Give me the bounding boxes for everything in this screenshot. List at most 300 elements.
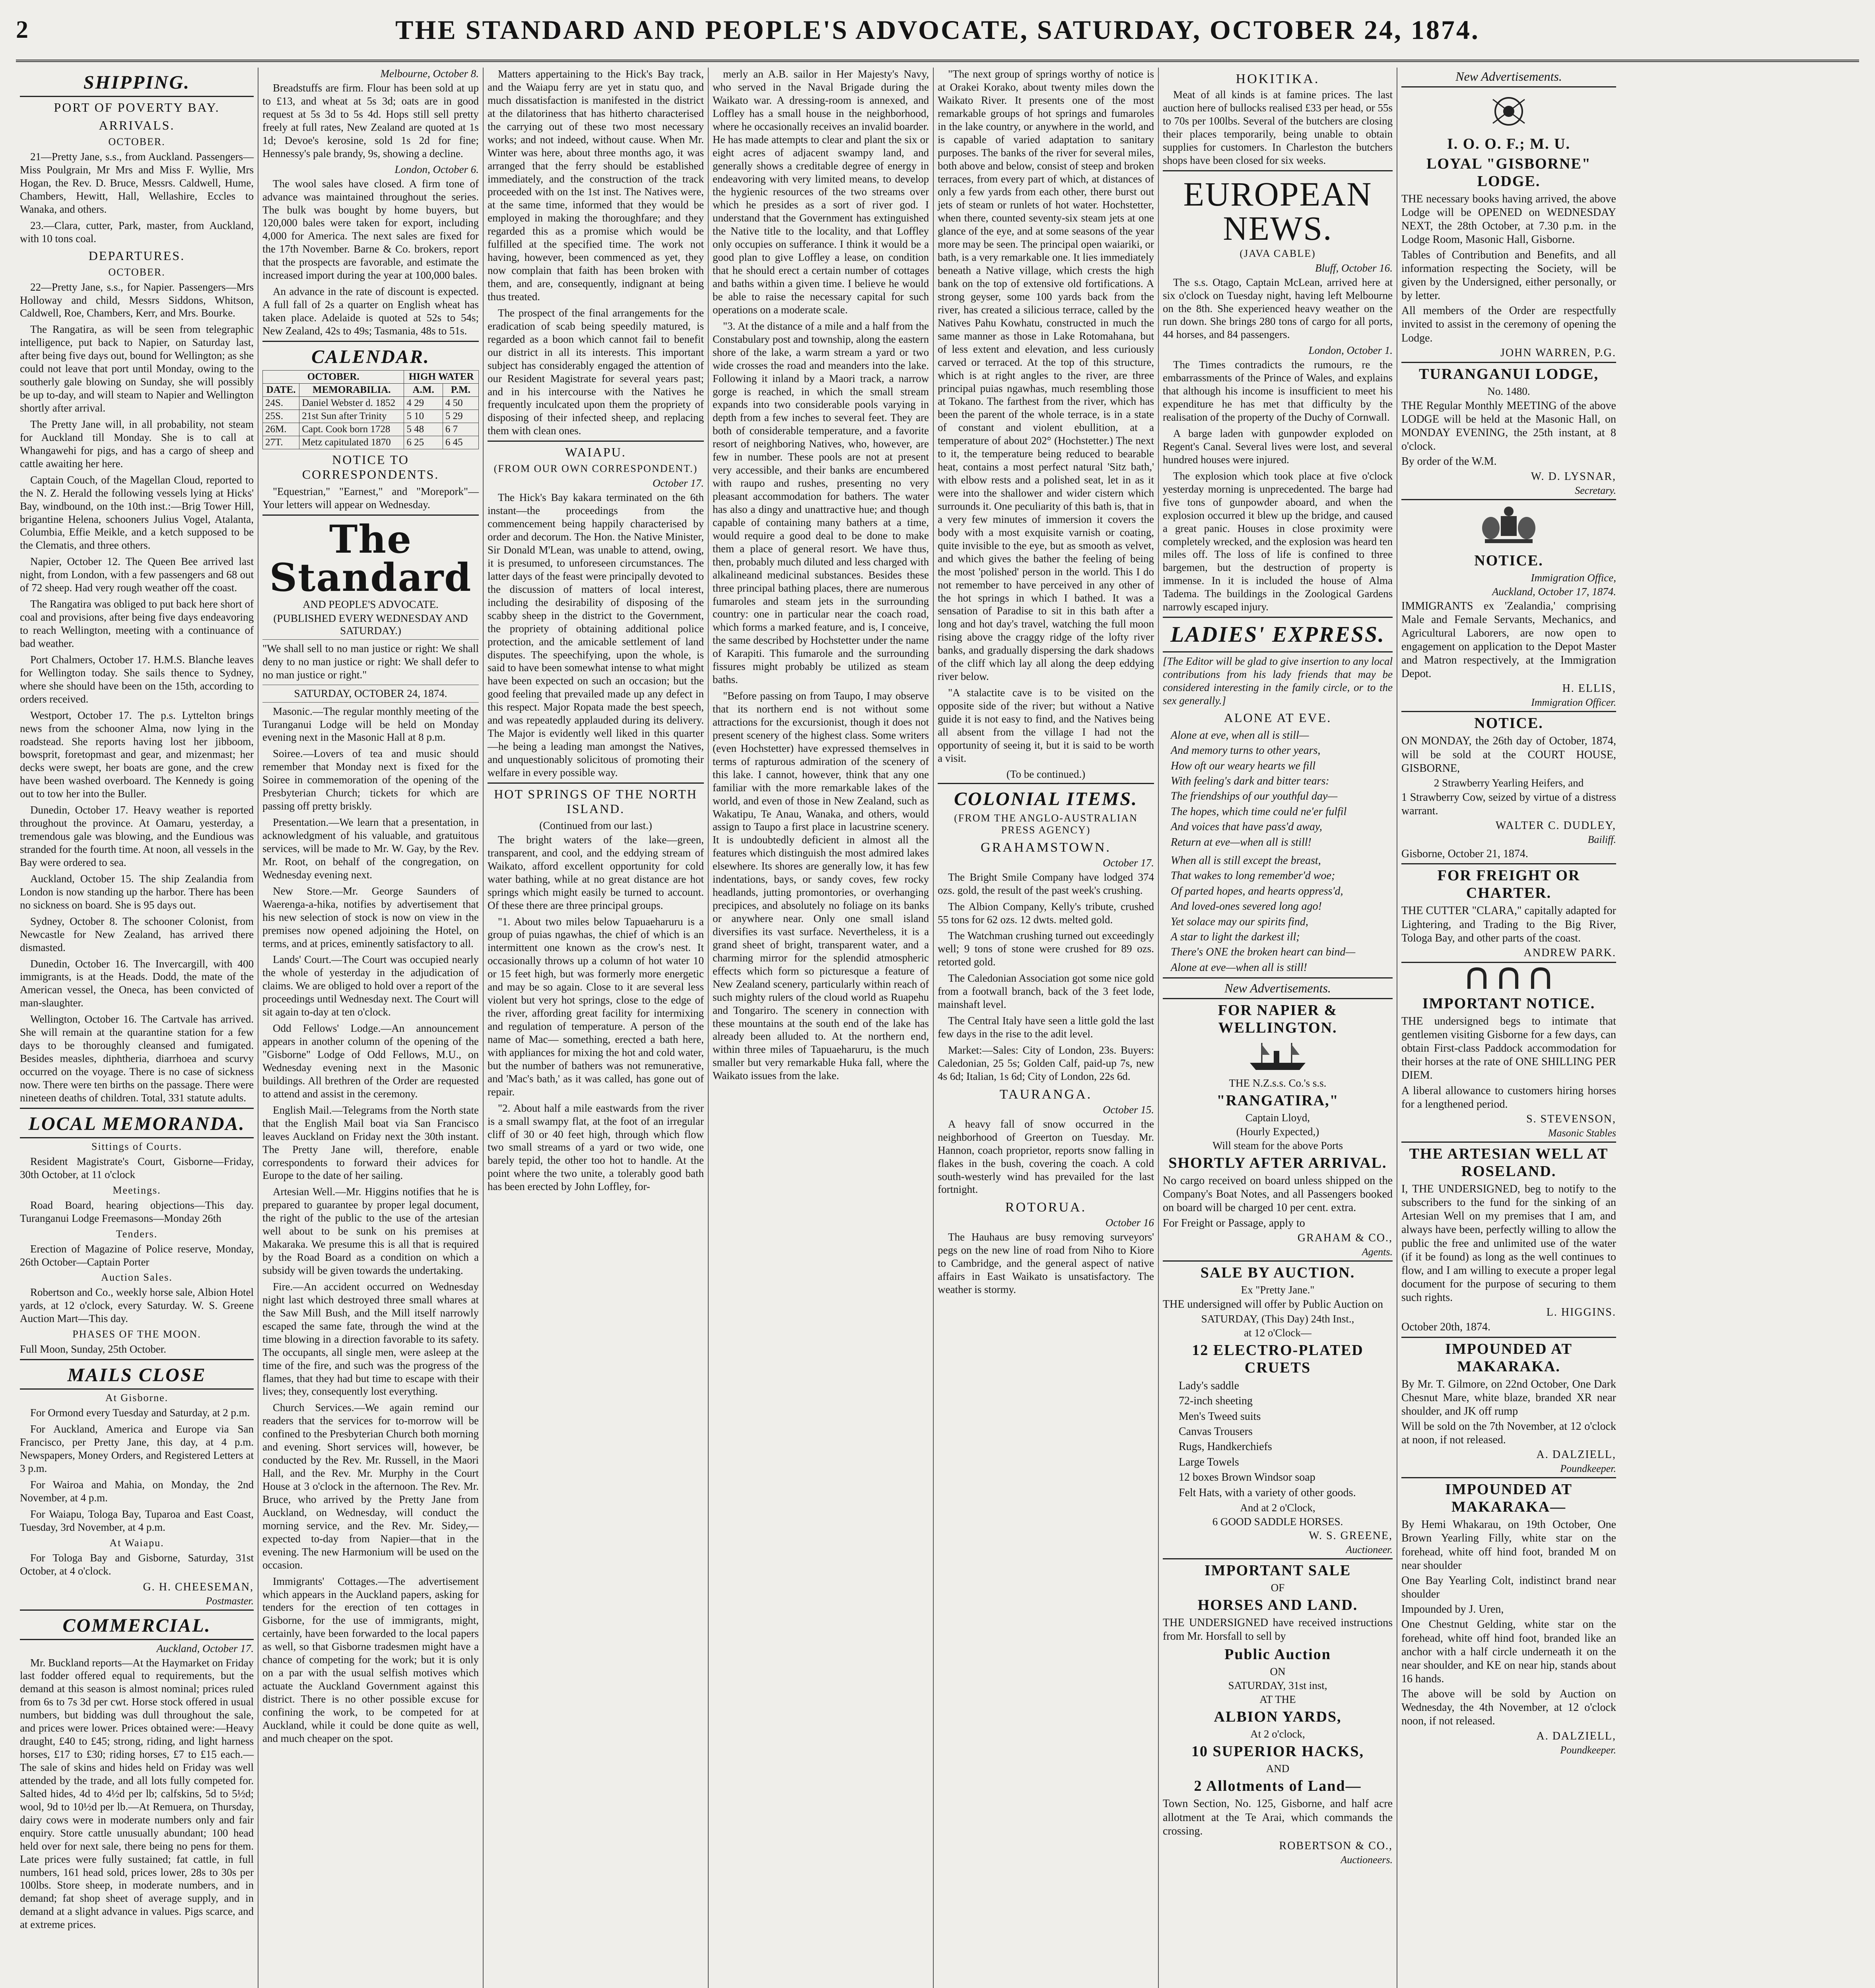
paragraph: Westport, October 17. The p.s. Lyttelton brings news from the schooner Alma, now lying in the roadstead. She reports having lost her jibboom, bowsprit, foretopmast and gear, and mizenmast; her decks were swept, her boats are gone, and the crew have been washed overboard. The Kennedy is going out to tow her into the Buller. — [20, 709, 254, 800]
ad-heading: FOR NAPIER & WELLINGTON. — [1218, 1002, 1338, 1037]
continued-note: (Continued from our last.) — [539, 819, 652, 831]
divider — [1401, 362, 1616, 363]
list-item: 72-inch sheeting — [1179, 1395, 1253, 1408]
ad-text: 2 Allotments of Land— — [1194, 1778, 1362, 1795]
ad-text: Will be sold on the 7th November, at 12 o'clock at noon, if not released. — [1401, 1420, 1616, 1446]
newspaper-logo: The Standard — [269, 516, 472, 600]
subheading: At Gisborne. — [105, 1392, 169, 1404]
signature: JOHN WARREN, P.G. — [1500, 346, 1616, 359]
logo-subtitle: AND PEOPLE'S ADVOCATE. — [303, 598, 439, 610]
paragraph: For Ormond every Tuesday and Saturday, at 2 p.m. — [30, 1407, 250, 1419]
java-cable-note: (JAVA CABLE) — [1240, 247, 1316, 259]
signature: W. D. LYSNAR, — [1531, 470, 1616, 483]
logo-publication: (PUBLISHED EVERY WEDNESDAY AND SATURDAY.) — [273, 612, 468, 637]
signature-title: Poundkeeper. — [1560, 1744, 1616, 1756]
divider — [1401, 1337, 1616, 1338]
paragraph: Robertson and Co., weekly horse sale, Albion Hotel yards, at 12 o'clock, every Saturday. W. S. Greene Auction Mart—This day. — [20, 1286, 254, 1325]
paragraph: The Caledonian Association got some nice gold from a footwall branch, back of the 3 feet lode, mainshaft level. — [938, 972, 1154, 1011]
paragraph: "3. At the distance of a mile and a half from the Constabulary post and township, along the eastern shore of the lake, a warm stream a yard or two wide crosses the road and meanders into the lake. Following it inland by a Maori track, a narrow gorge is reached, in which the small stream expands into two considerable pools varying in depth from a few inches to several feet. They are both of considerable temperature, and a favorite resort of neighboring Natives, who, however, are few in number. These pools are not at present very accessible, and their banks are encumbered with raupo and rushes, presenting no very pleasant accommodation for bathers. The water has also a dingy and unattractive hue; and though capable of containing many bathers at a time, would require a good deal to be done to make them a place of general resort. We have thus, then, probably much diluted and less charged with alkalineand medicinal substances. Besides these three principal bathing places, there are numerous fumaroles and steam jets in the surrounding country: one in particular near the coach road, which forms a marked feature, and is, I conceive, the same described by Hochstetter under the name of Karapiti. This fumarole and the surrounding fissures might probably be utilized as steam baths. — [713, 320, 929, 686]
poem-line: Of parted hopes, and hearts oppress'd, — [1171, 885, 1343, 897]
divider — [262, 702, 479, 703]
editor-note: [The Editor will be glad to give insertion to any local contributions from his lady friends that may be considered interesting in the family circle, or to the sex generally.] — [1163, 655, 1393, 707]
paragraph: Lands' Court.—The Court was occupied nearly the whole of yesterday in the adjudication of claims. We are obliged to hold over a report of the proceedings until Wednesday next. The Court will sit again to-day at ten o'clock. — [262, 953, 479, 1018]
horseshoe-icon — [1457, 967, 1560, 991]
signature-title: Secretary. — [1575, 484, 1616, 496]
ad-heading: LOYAL "GISBORNE" LODGE. — [1426, 155, 1591, 190]
dateline: London, October 1. — [1308, 344, 1393, 357]
ad-text: THE necessary books having arrived, the above Lodge will be OPENED on WEDNESDAY NEXT, the 28th October, at 7.30 p.m. in the Lodge Room, Masonic Hall, Gisborne. — [1401, 193, 1616, 246]
ad-text: IMMIGRANTS ex 'Zealandia,' comprising Male and Female Servants, Mechanics, and Agricultural Laborers, are now open to engagement on application to the Depot Master and Matron respectively, at the Immigration Depot. — [1401, 600, 1616, 680]
signature-title: Auctioneer. — [1346, 1544, 1393, 1556]
ad-text: 1 Strawberry Cow, seized by virtue of a distress warrant. — [1401, 791, 1616, 817]
paragraph: New Store.—Mr. George Saunders of Waerenga-a-hika, notifies by advertisement that his new selection of stock is now on view in the premises now opened adjoining the Hotel, on terms, and at prices, eminently satisfactory to all. — [262, 885, 479, 949]
paragraph: Matters appertaining to the Hick's Bay track, and the Waiapu ferry are yet in statu quo, and much dissatisfaction is manifested in the district at the dilatoriness that has hitherto characterised the carrying out of these two most necessary works; and not indeed, without cause. When Mr. Winter was here, about three months ago, it was arranged that the ferry should be established immediately, and the construction of the track proceeded with on the 1st inst. The Natives were, at the same time, informed that they would be employed in making the thoroughfare; and they regarded this as a promise which would be fulfilled at the specified time. The work not having, however, been commenced as yet, they now complain that faith has been broken with them, and are, consequently, indignant at being thus treated. — [488, 68, 704, 303]
paragraph: "Equestrian," "Earnest," and "Morepork"—Your letters will appear on Wednesday. — [262, 485, 479, 511]
paragraph: merly an A.B. sailor in Her Majesty's Navy, who served in the Naval Brigade during the Waikato war. A dressing-room is annexed, and Loffley has a small house in the neighborhood, where he occasionally receives an invalid boarder. He has made attempts to clear and plant the six or eight acres of adjacent swampy land, and generally shows a creditable degree of energy in endeavoring with very limited means, to develop the hygienic resources of the two streams over which he presides as a sort of river god. I understand that the Government has extinguished the Native title to the locality, and that Loffley only occupies on sufferance. I think it would be a good plan to give Loffley a lease, on condition that he should erect a certain number of cottages and baths within a given time. I believe he would be able to raise the necessary capital for such operations on a moderate scale. — [713, 68, 929, 316]
october-label: OCTOBER. — [108, 136, 165, 148]
ad-text: AND — [1266, 1763, 1290, 1775]
ad-text: THE undersigned begs to intimate that gentlemen visiting Gisborne for a few days, can obtain First-class Paddock accommodation for their horses at the rate of ONE SHILLING PER DIEM. — [1401, 1015, 1616, 1082]
ad-text: One Bay Yearling Colt, indistinct brand near shoulder — [1401, 1574, 1616, 1601]
paragraph: 21—Pretty Jane, s.s., from Auckland. Passengers—Miss Poulgrain, Mr Mrs and Miss F. Wyllie, Mrs Hogan, the Rev. D. Bruce, Messrs. Caldwell, Hume, Chambers, Hewitt, Hall, Wellashire, Eccles to Wanaka, and others. — [20, 151, 254, 215]
poem-line: And loved-ones severed long ago! — [1171, 900, 1322, 913]
ad-text: SHORTLY AFTER ARRIVAL. — [1168, 1155, 1387, 1172]
ad-heading: NOTICE. — [1474, 715, 1543, 732]
paragraph: A heavy fall of snow occurred in the neighborhood of Greerton on Tuesday. Mr. Hannon, coach proprietor, reports snow falling in flakes in the bush, covering the coach. A cold south-westerly wind has prevailed for the last fortnight. — [938, 1118, 1154, 1196]
divider — [1401, 1477, 1616, 1478]
place-heading: TAURANGA. — [999, 1087, 1092, 1102]
paragraph: Odd Fellows' Lodge.—An announcement appears in another column of the opening of the "Gisborne" Lodge of Odd Fellows, M.U., on Wednesday evening next in the Masonic buildings. All brethren of the Order are requested to attend and assist in the ceremony. — [262, 1022, 479, 1100]
paragraph: For Tologa Bay and Gisborne, Saturday, 31st October, at 4 o'clock. — [20, 1551, 254, 1577]
ad-heading: THE ARTESIAN WELL AT ROSELAND. — [1409, 1145, 1609, 1180]
paragraph: English Mail.—Telegrams from the North state that the English Mail boat via San Francisco leaves Auckland on Friday next the 30th instant. The Pretty Jane will, therefore, enable correspondents to forward their advices for Europe to the date of her sailing. — [262, 1104, 479, 1182]
departures-heading: DEPARTURES. — [88, 248, 185, 263]
ad-text: I, THE UNDERSIGNED, beg to notify to the subscribers to the fund for the sinking of an Artesian Well on my premises that I am, and always have been, perfectly willing to allow the public the free and unlimited use of the water (if it be found) as long as the well continues to flow, and I am willing to execute a proper legal document for the purpose of securing to them such rights. — [1401, 1182, 1616, 1304]
table-row — [263, 410, 479, 423]
dateline: Auckland, October 17, 1874. — [1492, 585, 1616, 598]
paragraph: Market:—Sales: City of London, 23s. Buyers: Caledonian, 25 5s; Golden Calf, paid-up 7s, new 4s 6d; Italian, 1s 6d; City of London, 22s 6d. — [938, 1044, 1154, 1082]
signature-title: Bailiff. — [1587, 834, 1616, 846]
paragraph: Port Chalmers, October 17. H.M.S. Blanche leaves for Wellington today. She sails thence to Sydney, where she should have been on the 15th, according to orders received. — [20, 653, 254, 705]
paragraph: "The next group of springs worthy of notice is at Orakei Korako, about twenty miles down the Waikato River. It presents one of the most remarkable groups of hot springs and fumaroles in the lake country, or anywhere in the world, and is capable of varied adaptation to sanitary purposes. The banks of the river for several miles, both above and below, consist of steep and broken terraces, from every part of which, at distances of only a few yards from each other, there burst out jets of steam or runlets of hot water. Hochstetter, when there, counted seventy-six steam jets at one glance of the eye, and at some seasons of the year more may be seen. The principal open waiariki, or bath, is a very remarkable one. It lies immediately beneath a Native village, which crests the high bank on the top of extensive old fortifications. A strong geyser, some 100 yards back from the river, has created a silicious terrace, called by the Natives Pahu Kowhatu, constructed in much the same manner as those in Lake Rotomahana, but of less extent and elevation, and less curiously carved or terraced. At the top of this structure, which is at right angles to the river, are three principal puias ngawhas, much resembling those at Tokano. The farthest from the river, which has been the parent of the whole terrace, is in a state of constant and violent ebullition, at a temperature of about 202° (Hochstetter.) The next to it, the temperature being reduced to bearable heat, contains a most perfect natural 'Sitz bath,' with elbow rests and a polished seat, let in as it were into the shallower and wider cistern which surrounds it. One peculiarity of this bath is, that in a very few minutes of immersion it covers the body with a most exquisite varnish or coating, quite invisible to the eye, but as smooth as velvet, and which gives the bather the feeling of being the most 'polished' person in the world. This I do not remember to have perceived in any other of the hot springs in which I bathed. It was a sensation of Paradise to sit in this bath after a long and hot day's travel, watching the full moon rising above the craggy ridge of the lofty river banks, and gradually dispersing the dark shadows of the cliff which lay all along the deep eddying river below. — [938, 68, 1154, 683]
ad-text: 2 Strawberry Yearling Heifers, and — [1434, 777, 1584, 789]
dateline: Bluff, October 16. — [1315, 262, 1393, 274]
table-row — [263, 436, 479, 449]
ad-text: SATURDAY, 31st inst, — [1228, 1679, 1327, 1692]
divider — [1401, 86, 1616, 87]
dateline: October 15. — [1103, 1103, 1154, 1116]
table-cell: 4 29 — [404, 396, 443, 410]
column-5 — [934, 68, 1159, 1988]
paragraph: Resident Magistrate's Court, Gisborne—Friday, 30th October, at 11 o'clock — [20, 1155, 254, 1180]
ad-heading: IMPORTANT SALE — [1204, 1562, 1351, 1579]
october-label: OCTOBER. — [108, 266, 165, 278]
notice-heading: NOTICE TO CORRESPONDENTS. — [302, 452, 439, 481]
table-cell: Metz capitulated 1870 — [299, 436, 404, 449]
ad-text: THE Regular Monthly MEETING of the above LODGE will be held at the Masonic Hall, on MONDAY EVENING, the 25th instant, at 8 o'clock. — [1401, 399, 1616, 453]
paragraph: The Rangatira, as will be seen from telegraphic intelligence, put back to Napier, on Saturday last, after being five days out, bound for Wellington; as she could not leave that port until Monday, owing to the southerly gale blowing on Sunday, she will possibly be up to-day, and will steam to Napier and Wellington shortly after arrival. — [20, 323, 254, 414]
dateline: October 17. — [653, 477, 704, 489]
ship-name: "RANGATIRA," — [1216, 1092, 1339, 1109]
ad-text: The above will be sold by Auction on Wednesday, the 4th November, at 12 o'clock noon, if not released. — [1401, 1688, 1616, 1728]
memorabilia-header: MEMORABILIA. — [299, 383, 404, 396]
ad-text: Impounded by J. Uren, — [1401, 1603, 1504, 1616]
paragraph: "1. About two miles below Tapuaeharuru is a group of puias ngawhas, the chief of which is an intermittent one known as the crow's nest. It occasionally throws up a column of hot water 10 or 15 feet high, but was formerly more energetic and may be so again. Close to it are several less violent but very hot springs, close to the edge of the river, affording great facility for intermixing and regulation of temperature. A person of the name of Mac— something, erected a bath here, with appliances for mixing the hot and cold water, but the number of bathers was not remunerative, and 'Mac's bath,' as it was called, has gone out of repair. — [488, 915, 704, 1098]
ad-text: At 2 o'clock, — [1250, 1728, 1305, 1740]
place-heading: HOKITIKA. — [1236, 72, 1320, 86]
signature-title: Masonic Stables — [1548, 1127, 1616, 1139]
divider — [20, 1108, 254, 1109]
paragraph: The Central Italy have seen a little gold the last few days in the rise to the adit level. — [938, 1015, 1154, 1040]
table-cell: 24S. — [263, 396, 299, 410]
signature-title: Immigration Officer. — [1531, 697, 1616, 709]
list-item: Large Towels — [1179, 1456, 1239, 1468]
ad-text: at 12 o'Clock— — [1244, 1326, 1312, 1339]
high-water-header: HIGH WATER — [404, 370, 479, 383]
section-heading-mails: MAILS CLOSE — [67, 1365, 206, 1386]
signature-title: Agents. — [1362, 1246, 1393, 1258]
poem-line: There's ONE the broken heart can bind— — [1171, 946, 1356, 959]
poem-title: ALONE AT EVE. — [1224, 710, 1332, 725]
paragraph: Sydney, October 8. The schooner Colonist, from Newcastle for New Zealand, has arrived there dismasted. — [20, 915, 254, 953]
list-item: Lady's saddle — [1179, 1379, 1240, 1392]
ad-text: No cargo received on board unless shipped on the Company's Boat Notes, and all Passengers booked on board will be charged 10 per cent. extra. — [1163, 1175, 1393, 1214]
paragraph: Full Moon, Sunday, 25th October. — [20, 1343, 166, 1355]
paragraph: The prospect of the final arrangements for the eradication of scab being speedily matured, is regarded as a boon which cannot fail to benefit our district in all its interests. This important subject has considerably engaged the attention of our Resident Magistrate for several years past; and in his intercourse with the Natives he frequently inculcated upon them the propriety of disposing of their infected sheep, and replacing them with clean ones. — [488, 307, 704, 437]
table-cell: Capt. Cook born 1728 — [299, 423, 404, 436]
divider — [1163, 998, 1393, 999]
newspaper-title: THE STANDARD AND PEOPLE'S ADVOCATE, SATURDAY, OCTOBER 24, 1874. — [395, 14, 1480, 45]
table-cell: 5 48 — [404, 423, 443, 436]
table-cell: 6 7 — [443, 423, 478, 436]
paragraph: Immigrants' Cottages.—The advertisement which appears in the Auckland papers, asking for tenders for the erection of ten cottages in Gisborne, for the use of immigrants, might, certainly, have been forwarded to the local papers as well, so that Gisborne tradesmen might have a chance of competing for the work; but it is only on a par with the usual selfish motives which actuate the Auckland Government against this district. There is no other possible excuse for confining the work, to be competed for at Auckland, while it could be done quite as well, and much cheaper on the spot. — [262, 1575, 479, 1744]
section-heading-commercial: COMMERCIAL. — [62, 1615, 211, 1636]
poem-line: Return at eve—when all is still! — [1171, 836, 1312, 848]
masthead — [16, 0, 1859, 62]
column-3 — [484, 68, 709, 1988]
paragraph: Meat of all kinds is at famine prices. The last auction here of bullocks realised £33 per head, or 55s to 70s per 100lbs. Several of the butchers are closing their places temporarily, being unable to obtain supplies for customers. In Charleston the butchers shops have been closed for six weeks. — [1163, 89, 1393, 166]
ad-text: Captain Lloyd, — [1245, 1112, 1310, 1124]
motto: "We shall sell to no man justice or right: We shall deny to no man justice or right: We shall defer to no man justice or right." — [262, 642, 479, 681]
arrivals-heading: ARRIVALS. — [99, 118, 175, 132]
ad-text: 10 SUPERIOR HACKS, — [1191, 1743, 1364, 1760]
poem-line: Yet solace may our spirits find, — [1171, 915, 1308, 928]
divider — [1163, 1260, 1393, 1262]
signature-title: Poundkeeper. — [1560, 1463, 1616, 1475]
ad-text: All members of the Order are respectfully invited to assist in the ceremony of opening the Lodge. — [1401, 305, 1616, 344]
issue-date: SATURDAY, OCTOBER 24, 1874. — [294, 687, 447, 699]
divider — [20, 1609, 254, 1611]
divider — [262, 639, 479, 640]
odd-fellows-emblem-icon — [1485, 91, 1533, 131]
divider — [20, 1137, 254, 1138]
paragraph: Erection of Magazine of Police reserve, Monday, 26th October—Captain Porter — [20, 1242, 254, 1268]
new-advertisements-label: New Advertisements. — [1455, 69, 1562, 83]
divider — [1163, 170, 1393, 171]
poem-line: How oft our weary hearts we fill — [1171, 759, 1315, 772]
dateline: London, October 6. — [394, 163, 479, 175]
paragraph: Breadstuffs are firm. Flour has been sold at up to £13, and wheat at 5s 3d; oats are in good request at 5s 3d to 5s 4d. Hops still sell pretty freely at full rates, New Zealand are quoted at 1s 1d; Devoe's kerosine, sold 1s 2d for fine; Hennessy's pale brandy, 9s, showing a decline. — [262, 82, 479, 159]
poem-line: With feeling's dark and bitter tears: — [1171, 775, 1329, 788]
ad-text: Gisborne, October 21, 1874. — [1401, 848, 1528, 860]
paragraph: The Hauhaus are busy removing surveyors' pegs on the new line of road from Niho to Kiore to Cambridge, and the general aspect of native affairs in East Waikato is unsatisfactory. The weather is stormy. — [938, 1231, 1154, 1296]
ad-text: One Chestnut Gelding, white star on the forehead, white off hind foot, branded like an anchor with a half circle underneath it on the near shoulder, and KE on near hip, stands about 16 hands. — [1401, 1618, 1616, 1685]
ad-text: Public Auction — [1224, 1646, 1331, 1663]
ad-text: October 20th, 1874. — [1401, 1321, 1490, 1334]
divider — [488, 441, 704, 442]
paragraph: The Bright Smile Company have lodged 374 ozs. gold, the result of the past week's crushing. — [938, 871, 1154, 896]
divider — [1163, 1558, 1393, 1559]
ad-text: Town Section, No. 125, Gisborne, and half acre allotment at the Te Arai, which commands the crossing. — [1163, 1798, 1393, 1837]
paragraph: The Pretty Jane will, in all probability, not steam for Auckland till Monday. She is to call at Whangawehi for pigs, and has a cargo of sheep and cattle awaiting her here. — [20, 418, 254, 470]
dateline: October 17. — [1103, 856, 1154, 869]
poem-line: That wakes to long remember'd woe; — [1171, 870, 1335, 882]
signature: A. DALZIELL, — [1536, 1448, 1616, 1461]
ad-text: SATURDAY, (This Day) 24th Inst., — [1201, 1312, 1354, 1325]
steamship-icon — [1246, 1039, 1310, 1075]
table-cell: 6 45 — [443, 436, 478, 449]
ad-heading: TURANGANUI LODGE, — [1418, 365, 1599, 382]
paragraph: The Hick's Bay kakara terminated on the 6th instant—the proceedings from the commencement being happily characterised by order and decorum. The Hon. the Native Minister, Sir Donald M'Lean, was unable to attend, owing, it is presumed, to unforeseen circumstances. The latter days of the feast were principally devoted to the discussion of matters of local interest, including the desirability of disposing of the scabby sheep in the district to the Government, the propriety of obtaining additional police protection, and the amicable settlement of land disputes. The speechifying, upon the whole, is said to have been somewhat intense to what might have been expected on such an occasion; but the good feeling that prevailed made up any defect in this respect. Major Ropata made the best speech, and was repeatedly applauded during its delivery. The Major is evidently well liked in this quarter—he being a leading man amongst the Natives, and unquestionably solicitous of promoting their welfare in every possible way. — [488, 491, 704, 779]
signature: L. HIGGINS. — [1546, 1306, 1616, 1319]
ladies-express-heading: LADIES' EXPRESS. — [1170, 622, 1385, 647]
table-cell: 25S. — [263, 410, 299, 423]
subheading: Auction Sales. — [101, 1272, 173, 1283]
divider — [1401, 499, 1616, 500]
ad-text: By order of the W.M. — [1401, 455, 1497, 468]
ad-heading: HORSES AND LAND. — [1197, 1597, 1358, 1614]
poem-line: And memory turns to other years, — [1171, 744, 1321, 757]
ad-text: By Hemi Whakarau, on 19th October, One Brown Yearling Filly, white star on the forehead, white off hind foot, branded M on near shoulder — [1401, 1518, 1616, 1572]
ad-text: THE CUTTER "CLARA," capitally adapted for Lightering, and Trading to the Big River, Tologa Bay, and other parts of the coast. — [1401, 905, 1616, 944]
place-line: Immigration Office, — [1531, 571, 1616, 584]
signature: W. S. GREENE, — [1309, 1530, 1393, 1542]
waiapu-heading: WAIAPU. — [565, 445, 626, 460]
divider — [938, 783, 1154, 784]
signature: WALTER C. DUDLEY, — [1495, 819, 1616, 832]
ad-text: 12 ELECTRO-PLATED CRUETS — [1192, 1342, 1364, 1376]
poem-line: And voices that have pass'd away, — [1171, 821, 1322, 833]
paragraph: Road Board, hearing objections—This day. Turanganui Lodge Freemasons—Monday 26th — [20, 1199, 254, 1224]
signature-title: Postmaster. — [206, 1595, 254, 1607]
calendar-table — [262, 370, 479, 449]
dateline: Melbourne, October 8. — [380, 68, 479, 80]
divider — [1401, 711, 1616, 712]
poem-line: A star to light the darkest ill; — [1171, 930, 1300, 943]
paragraph: "A stalactite cave is to be visited on the opposite side of the river; but without a Native guide it is not easy to find, and the Natives being all absent from the village I had not the opportunity of seeing it, but it is said to be worth a visit. — [938, 687, 1154, 764]
signature: GRAHAM & CO., — [1297, 1231, 1393, 1244]
ad-text: Tables of Contribution and Benefits, and all information respecting the Society, will be given by the Undersigned, either personally, or by letter. — [1401, 248, 1616, 302]
place-heading: ROTORUA. — [1005, 1200, 1087, 1215]
paragraph: For Auckland, America and Europe via San Francisco, per Pretty Jane, this day, at 4 p.m. Newspapers, Money Orders, and Registered Letters at 3 p.m. — [20, 1423, 254, 1474]
dateline: Auckland, October 17. — [156, 1642, 254, 1654]
signature-title: Auctioneers. — [1341, 1854, 1393, 1866]
paragraph: The explosion which took place at five o'clock yesterday morning is unprecedented. The barge had five tons of gunpowder aboard, and when the explosion occurred it blew up the bridge, and caused a great panic. Houses in close proximity were completely wrecked, and the explosion was heard ten miles off. The loss of life is confined to three bargemen, but the destruction of property is immense. In it is included the house of Alma Tadema. The buildings in the Zoological Gardens narrowly escaped injury. — [1163, 470, 1393, 613]
table-row — [263, 423, 479, 436]
paragraph: 22—Pretty Jane, s.s., for Napier. Passengers—Mrs Holloway and child, Messrs Siddons, Whitson, Caldwell, Roe, Chambers, Kerr, and Mrs. Bourke. — [20, 281, 254, 319]
paragraph: Soiree.—Lovers of tea and music should remember that Monday next is fixed for the Soiree in commemoration of the opening of the Presbyterian Church; tickets for which are passing off pretty briskly. — [262, 747, 479, 812]
colonial-heading: COLONIAL ITEMS. — [954, 788, 1138, 810]
column-7 — [1397, 68, 1620, 1988]
dateline: October 16 — [1105, 1217, 1154, 1229]
divider — [1401, 962, 1616, 963]
paragraph: Presentation.—We learn that a presentation, in acknowledgment of his valuable, and gratuitous services, will be made to Mr. W. Gay, by the Rev. Mr. Root, on behalf of the congregation, on Wednesday evening next. — [262, 816, 479, 881]
divider — [262, 341, 479, 342]
paragraph: The Rangatira was obliged to put back here short of coal and provisions, after being five days endeavoring to reach Wellington, meeting with a continuance of bad weather. — [20, 598, 254, 649]
paragraph: Dunedin, October 17. Heavy weather is reported throughout the province. At Oamaru, yesterday, a tremendous gale was blowing, and the Eundious was stranded for the fourth time. At noon, all vessels in the Bay were ordered to sea. — [20, 804, 254, 868]
paragraph: An advance in the rate of discount is expected. A full fall of 2s a quarter on English wheat has taken place. Adelaide is quoted at 52s to 54s; New Zealand, 42s to 49s; Tasmania, 48s to 51s. — [262, 285, 479, 337]
table-cell: Daniel Webster d. 1852 — [299, 396, 404, 410]
table-cell: 5 29 — [443, 410, 478, 423]
calendar-month: OCTOBER. — [263, 370, 404, 383]
paragraph: The wool sales have closed. A firm tone of advance was maintained throughout the series. The bulk was bought by home buyers, but 120,000 bales were taken for export, including 4,000 for America. The next sales are fixed for the 17th November. Barne & Co. brokers, report that the prospects are favorable, and estimate the increased import during the year at 100,000 bales. — [262, 177, 479, 282]
divider — [1163, 617, 1393, 618]
date-header: DATE. — [263, 383, 299, 396]
ad-text: A liberal allowance to customers hiring horses for a lengthened period. — [1401, 1084, 1616, 1110]
table-cell: 27T. — [263, 436, 299, 449]
section-heading-local: LOCAL MEMORANDA. — [28, 1113, 245, 1134]
ad-text: THE N.Z.s.s. Co.'s s.s. — [1229, 1077, 1327, 1089]
pm-header: P.M. — [443, 383, 478, 396]
paragraph: "2. About half a mile eastwards from the river is a small swampy flat, at the foot of an irregular cliff of 30 or 40 feet high, through which flow two small streams of a yard or two wide, one barely tepid, the other too hot to handle. At the point where the two unite, a tolerably good bath has been erected by John Loffley, for- — [488, 1102, 704, 1193]
paragraph: For Waiapu, Tologa Bay, Tuparoa and East Coast, Tuesday, 3rd November, at 4 p.m. — [20, 1508, 254, 1533]
divider — [488, 782, 704, 784]
ad-heading: IMPOUNDED AT MAKARAKA. — [1445, 1340, 1572, 1375]
ad-text: (Hourly Expected,) — [1236, 1126, 1319, 1138]
list-item: Felt Hats, with a variety of other goods. — [1179, 1486, 1356, 1499]
signature: A. DALZIELL, — [1536, 1730, 1616, 1742]
ad-text: By Mr. T. Gilmore, on 22nd October, One Dark Chesnut Mare, white blaze, branded XR near shoulder, and JK off rump — [1401, 1378, 1616, 1417]
signature: ROBERTSON & CO., — [1279, 1839, 1393, 1852]
table-cell: 26M. — [263, 423, 299, 436]
subheading: Sittings of Courts. — [91, 1140, 182, 1152]
divider — [1401, 863, 1616, 864]
place-heading: GRAHAMSTOWN. — [981, 840, 1111, 855]
signature: S. STEVENSON, — [1526, 1112, 1616, 1125]
ad-text: OF — [1271, 1582, 1285, 1594]
press-agency-note: (FROM THE ANGLO-AUSTRALIAN PRESS AGENCY) — [954, 812, 1138, 836]
paragraph: Auckland, October 15. The ship Zealandia from London is now standing up the harbor. There has been no sickness on board. She is 95 days out. — [20, 872, 254, 911]
divider — [262, 514, 479, 516]
paragraph: Artesian Well.—Mr. Higgins notifies that he is prepared to guarantee by proper legal document, the right of the public to the use of the artesian well about to be sunk on his premises at Makaraka. We presume this is all that is required by the Road Board as a condition on which a subsidy will be given towards the undertaking. — [262, 1186, 479, 1276]
ad-text: AT THE — [1259, 1693, 1296, 1706]
divider — [20, 1639, 254, 1640]
poem-line: The hopes, which time could ne'er fulfil — [1171, 805, 1347, 818]
paragraph: Captain Couch, of the Magellan Cloud, reported to the N. Z. Herald the following vessels lying at Hicks' Bay, windbound, on the 10th inst.:—Brig Tower Hill, brigantine Helena, schooners Julius Vogel, Atalanta, Columbia, Effie Meikle, and a ketch supposed to be the Clematis, and three others. — [20, 474, 254, 551]
columns — [16, 68, 1859, 1988]
subheading: Meetings. — [113, 1184, 161, 1196]
ad-text: ON MONDAY, the 26th day of October, 1874, will be sold at the COURT HOUSE, GISBORNE, — [1401, 735, 1616, 775]
poem-line: Alone at eve—when all is still! — [1171, 961, 1307, 974]
paragraph: 23.—Clara, cutter, Park, master, from Auckland, with 10 tons coal. — [20, 219, 254, 245]
continued-note: (To be continued.) — [1006, 768, 1086, 780]
paragraph: The bright waters of the lake—green, transparent, and cool, and the eddying stream of Waikato, afford excellent opportunity for cold water bathing, while at no great distance are hot springs which might easily be turned to account. Of these there are three principal groups. — [488, 833, 704, 911]
column-2 — [258, 68, 484, 1988]
column-4 — [709, 68, 934, 1988]
ad-heading: SALE BY AUCTION. — [1200, 1264, 1355, 1281]
paragraph: Fire.—An accident occurred on Wednesday night last which destroyed three small whares at the Saw Mill Bush, and the Mill itself narrowly escaped the same fate, through the wind at the time blowing in a direction favorable to its safety. The occupants, all single men, were asleep at the time of the fire, and such was the progress of the flames, that they had but time to escape with their lives; they, consequently lost everything. — [262, 1280, 479, 1398]
list-item: Rugs, Handkerchiefs — [1179, 1441, 1272, 1453]
ad-heading: IMPOUNDED AT MAKARAKA— — [1445, 1481, 1572, 1516]
column-6 — [1159, 68, 1397, 1988]
port-heading: PORT OF POVERTY BAY. — [54, 100, 220, 115]
paragraph: A barge laden with gunpowder exploded on Regent's Canal. Several lives were lost, and several hundred houses were injured. — [1163, 427, 1393, 466]
ad-text: ON — [1270, 1666, 1286, 1678]
paragraph: The Times contradicts the rumours, re the embarrassments of the Prince of Wales, and explains that although his income is insufficient to meet his expenditure he has met that difficulty by the realisation of the property of the Duchy of Cornwall. — [1163, 359, 1393, 423]
ad-heading: FOR FREIGHT OR CHARTER. — [1437, 867, 1580, 902]
paragraph: Mr. Buckland reports—At the Haymarket on Friday last fodder offered equal to requirements, but the demand at this season is almost nominal; prices ruled from 6s to 7s 3d per cwt. Horse stock offered in usual numbers, but bidding was dull throughout the sale, and prices were lower. Prices obtained were:—Heavy draught, £40 to £45; strong, riding, and light harness horses, £17 to £30; riding horses, £7 to £15 each.—The sale of skins and hides held on Friday was well attended by the trade, and all lots fully competed for. Salted hides, 4d to 4½d per lb; calfskins, 5d to 5½d; wool, 9d to 10½d per lb.—At Remuera, on Thursday, dairy cows were in moderate numbers only and fair enquiry. Store cattle unusually abundant; 100 head held over for next sale, there being no pens for them. Late prices were fully sustained; fat cattle, in full numbers, 161 head sold, prices lower, 28s to 30s per 100lbs. Store sheep, in moderate numbers, and in demand; fat shop sheet of average supply, and in demand at a slight advance in values. Pigs scarce, and at extreme prices. — [20, 1656, 254, 1931]
divider — [20, 96, 254, 97]
paragraph: Wellington, October 16. The Cartvale has arrived. She will remain at the quarantine station for a few days to be thoroughly cleansed and fumigated. Besides measles, diphtheria, diarrhoea and scurvy occurred on the voyage. There is no case of sickness now. There were ten births on the passage. There were nineteen deaths of children. Total, 331 statute adults. — [20, 1013, 254, 1104]
ad-heading: IMPORTANT NOTICE. — [1422, 995, 1595, 1012]
signature: G. H. CHEESEMAN, — [143, 1580, 254, 1593]
ad-text: No. 1480. — [1487, 385, 1530, 397]
subheading: At Waiapu. — [109, 1537, 164, 1549]
ad-text: THE undersigned will offer by Public Auction on — [1163, 1298, 1383, 1310]
paragraph: Masonic.—The regular monthly meeting of the Turanganui Lodge will be held on Monday evening next in the Masonic Hall at 8 p.m. — [262, 705, 479, 744]
ad-text: Ex "Pretty Jane." — [1241, 1283, 1315, 1296]
page-number: 2 — [16, 16, 28, 43]
poem-line: When all is still except the breast, — [1171, 854, 1321, 867]
table-cell: 6 25 — [404, 436, 443, 449]
signature: H. ELLIS, — [1562, 682, 1616, 695]
correspondent-note: (FROM OUR OWN CORRESPONDENT.) — [494, 463, 698, 475]
ad-text: Will steam for the above Ports — [1212, 1140, 1343, 1152]
paragraph: The s.s. Otago, Captain McLean, arrived here at six o'clock on Tuesday night, having left Melbourne on the 8th. She experienced heavy weather on the run down. She brings 280 tons of cargo for all ports, 44 horses, and 84 passengers. — [1163, 276, 1393, 341]
divider — [20, 1388, 254, 1390]
list-item: Canvas Trousers — [1179, 1425, 1253, 1438]
ad-text: For Freight or Passage, apply to — [1163, 1217, 1305, 1229]
paragraph: The Watchman crushing turned out exceedingly well; 9 tons of stone were crushed for 89 ozs. retorted gold. — [938, 930, 1154, 968]
table-cell: 21st Sun after Trinity — [299, 410, 404, 423]
poem-line: The friendships of our youthful day— — [1171, 790, 1338, 803]
royal-coat-of-arms-icon — [1473, 504, 1545, 548]
paragraph: For Wairoa and Mahia, on Monday, the 2nd November, at 4 p.m. — [20, 1478, 254, 1504]
paragraph: Napier, October 12. The Queen Bee arrived last night, from London, with a few passengers and 68 out of 72 sheep. Had very rough weather off the coast. — [20, 555, 254, 594]
divider — [1401, 1142, 1616, 1143]
subheading: Tenders. — [116, 1228, 158, 1240]
section-heading-shipping: SHIPPING. — [83, 72, 190, 93]
calendar-heading: CALENDAR. — [311, 346, 430, 367]
ad-text: ALBION YARDS, — [1214, 1708, 1342, 1726]
am-header: A.M. — [404, 383, 443, 396]
european-news-heading: EUROPEAN NEWS. — [1183, 175, 1372, 247]
ad-text: And at 2 o'Clock, — [1240, 1502, 1315, 1514]
table-cell: 4 50 — [443, 396, 478, 410]
table-cell: 5 10 — [404, 410, 443, 423]
list-item: Men's Tweed suits — [1179, 1410, 1261, 1423]
hot-springs-heading: HOT SPRINGS OF THE NORTH ISLAND. — [494, 786, 698, 816]
ad-text: 6 GOOD SADDLE HORSES. — [1212, 1516, 1343, 1528]
divider — [20, 1359, 254, 1360]
ad-heading: NOTICE. — [1474, 552, 1543, 569]
paragraph: The Albion Company, Kelly's tribute, crushed 55 tons for 62 ozs. 12 dwts. melted gold. — [938, 900, 1154, 926]
paragraph: "Before passing on from Taupo, I may observe that its northern end is not without some attractions for the excursionist, though it does not present scenery of the highest class. Some writers (even Hochstetter) have expressed themselves in terms of rapturous admiration of the scenery of this lake. I cannot, however, think that any one familiar with the more remarkable lakes of the world, and even of those in New Zealand, such as Wakatipu, Te Anau, Wanaka, and others, would assign to Taupo a first place in lacustrine scenery. It is undoubtedly deficient in almost all the features which distinguish the most admired lakes elsewhere. Its shores are generally low, it has few indentations, bays, or sandy coves, few rocky headlands, jutting promontories, or overhanging precipices, and absolutely no foliage on its banks or anywhere near. Only one small island diversifies its vast surface. Nevertheless, it is a grand sheet of bright, transparent water, and a charming mirror for the splendid atmospheric effects which form so picturesque a feature of New Zealand scenery, particularly within reach of such mighty rulers of the cloud world as Ruapehu and Tongariro. The scenery in connection with these mountains at the south end of the lake has already been alluded to. At the northern end, within three miles of Tapuaeharuru, is the much smaller but very remarkable Huka fall, where the Waikato issues from the lake. — [713, 690, 929, 1082]
paragraph: Dunedin, October 16. The Invercargill, with 400 immigrants, is at the Heads. Dodd, the mate of the American vessel, the Oneca, has been convicted of man-slaughter. — [20, 957, 254, 1009]
divider — [1163, 651, 1393, 652]
ad-text: THE UNDERSIGNED have received instructions from Mr. Horsfall to sell by — [1163, 1617, 1393, 1643]
paragraph: Church Services.—We again remind our readers that the services for to-morrow will be confined to the Presbyterian Church both morning and evening. Short services will, however, be conducted by the Rev. Mr. Russell, in the Maori Hall, and the Rev. Mr. Murphy in the Court House at 3 o'clock in the afternoon. The Rev. Mr. Bruce, who arrived by the Pretty Jane from Auckland, on Wednesday, will conduct the morning service, and the Rev. Mr. Sidey,—expected to-day from Napier—that in the evening. The new Harmonium will be used on the occasion. — [262, 1402, 479, 1571]
list-item: 12 boxes Brown Windsor soap — [1179, 1471, 1315, 1484]
poem-line: Alone at eve, when all is still— — [1171, 729, 1309, 742]
subheading: PHASES OF THE MOON. — [72, 1328, 201, 1340]
column-1 — [16, 68, 258, 1988]
signature: ANDREW PARK. — [1523, 946, 1616, 959]
table-row — [263, 396, 479, 410]
ad-heading: I. O. O. F.; M. U. — [1447, 136, 1571, 152]
new-advertisements-label: New Advertisements. — [1224, 981, 1331, 996]
divider — [1163, 977, 1393, 978]
